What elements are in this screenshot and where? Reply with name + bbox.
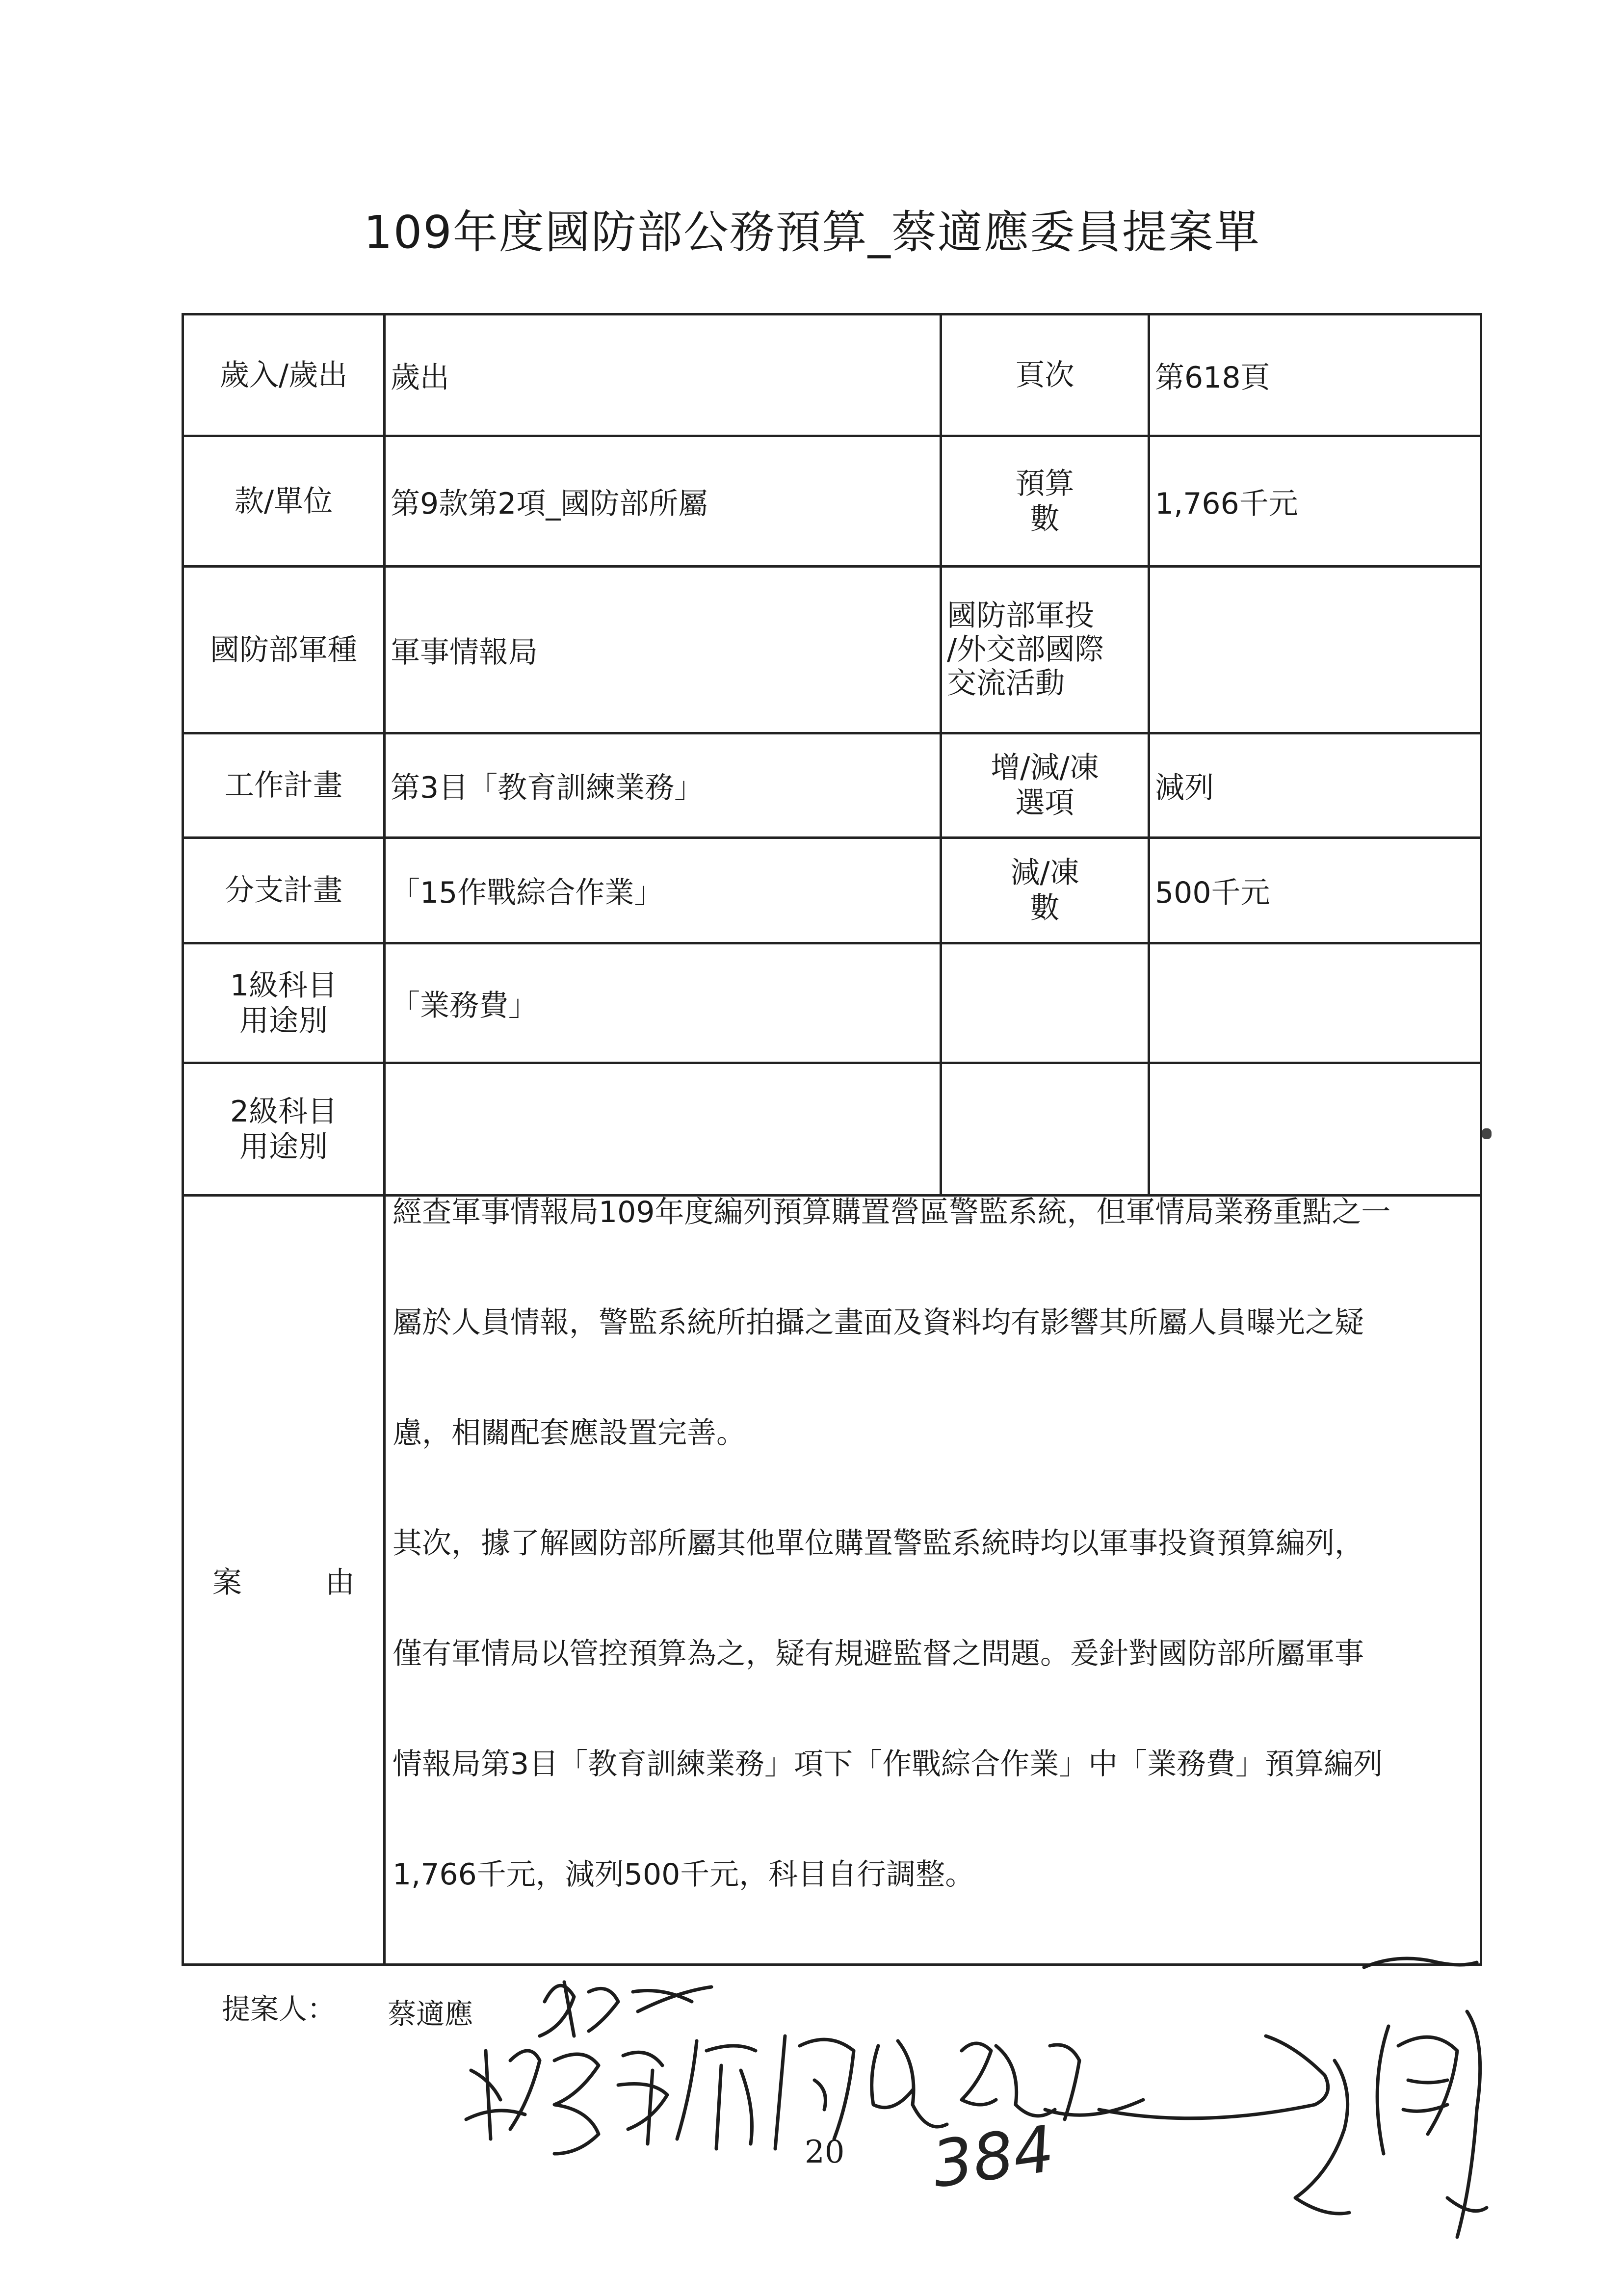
reason-line: 1,766千元，減列500千元，科目自行調整。 (393, 1857, 975, 1892)
table-row (183, 1063, 1481, 1196)
section-unit-label: 款/單位 (183, 436, 385, 567)
branch-plan-value: 「15作戰綜合作業」 (385, 838, 941, 943)
table-row (183, 838, 1481, 943)
page-number: 20 (805, 2134, 845, 2170)
work-plan-label: 工作計畫 (183, 733, 385, 838)
empty-cell (1149, 943, 1481, 1063)
branch-plan-label: 分支計畫 (183, 838, 385, 943)
income-expense-value: 歲出 (385, 314, 941, 436)
military-branch-label: 國防部軍種 (183, 567, 385, 733)
page-value: 第618頁 (1149, 314, 1481, 436)
investment-exchange-label: 國防部軍投 /外交部國際 交流活動 (941, 567, 1149, 733)
reason-line: 僅有軍情局以管控預算為之，疑有規避監督之問題。爰針對國防部所屬軍事 (393, 1637, 1364, 1671)
reason-line: 情報局第3目「教育訓練業務」項下「作戰綜合作業」中「業務費」預算編列 (393, 1747, 1383, 1781)
reason-line: 其次，據了解國防部所屬其他單位購置警監系統時均以軍事投資預算編列， (393, 1526, 1364, 1561)
table-row (183, 943, 1481, 1063)
level1-item-value: 「業務費」 (385, 943, 941, 1063)
income-expense-label: 歲入/歲出 (183, 314, 385, 436)
reason-line: 屬於人員情報，警監系統所拍攝之畫面及資料均有影響其所屬人員曝光之疑 (393, 1305, 1364, 1340)
investment-exchange-value (1149, 567, 1481, 733)
table-row (183, 733, 1481, 838)
empty-cell (941, 943, 1149, 1063)
adjust-option-label: 增/減/凍 選項 (941, 733, 1149, 838)
level2-item-label: 2級科目 用途別 (183, 1063, 385, 1196)
table-row (183, 314, 1481, 436)
budget-amount-label: 預算 數 (941, 436, 1149, 567)
work-plan-value: 第3目「教育訓練業務」 (385, 733, 941, 838)
proposer-name: 蔡適應 (388, 1997, 473, 2031)
reduce-amount-value: 500千元 (1149, 838, 1481, 943)
empty-cell (1149, 1063, 1481, 1196)
table-row (183, 1196, 1481, 1965)
proposer-label: 提案人： (222, 1992, 336, 2026)
budget-amount-value: 1,766千元 (1149, 436, 1481, 567)
table-row (183, 436, 1481, 567)
document-title: 109年度國防部公務預算_蔡適應委員提案單 (364, 206, 1260, 259)
table-row (183, 567, 1481, 733)
page-label: 頁次 (941, 314, 1149, 436)
reason-label: 案 由 (183, 1196, 385, 1965)
reason-line: 慮，相關配套應設置完善。 (393, 1416, 746, 1450)
level2-item-value (385, 1063, 941, 1196)
proposal-form-table (182, 313, 1482, 1966)
handwritten-page-number: 384 (927, 2111, 1059, 2202)
reduce-amount-label: 減/凍 數 (941, 838, 1149, 943)
adjust-option-value: 減列 (1149, 733, 1481, 838)
section-unit-value: 第9款第2項_國防部所屬 (385, 436, 941, 567)
scan-speck (1482, 1128, 1492, 1139)
reason-content (385, 1196, 1481, 1965)
empty-cell (941, 1063, 1149, 1196)
level1-item-label: 1級科目 用途別 (183, 943, 385, 1063)
military-branch-value: 軍事情報局 (385, 567, 941, 733)
reason-line: 經查軍事情報局109年度編列預算購置營區警監系統，但軍情局業務重點之一 (393, 1195, 1391, 1229)
